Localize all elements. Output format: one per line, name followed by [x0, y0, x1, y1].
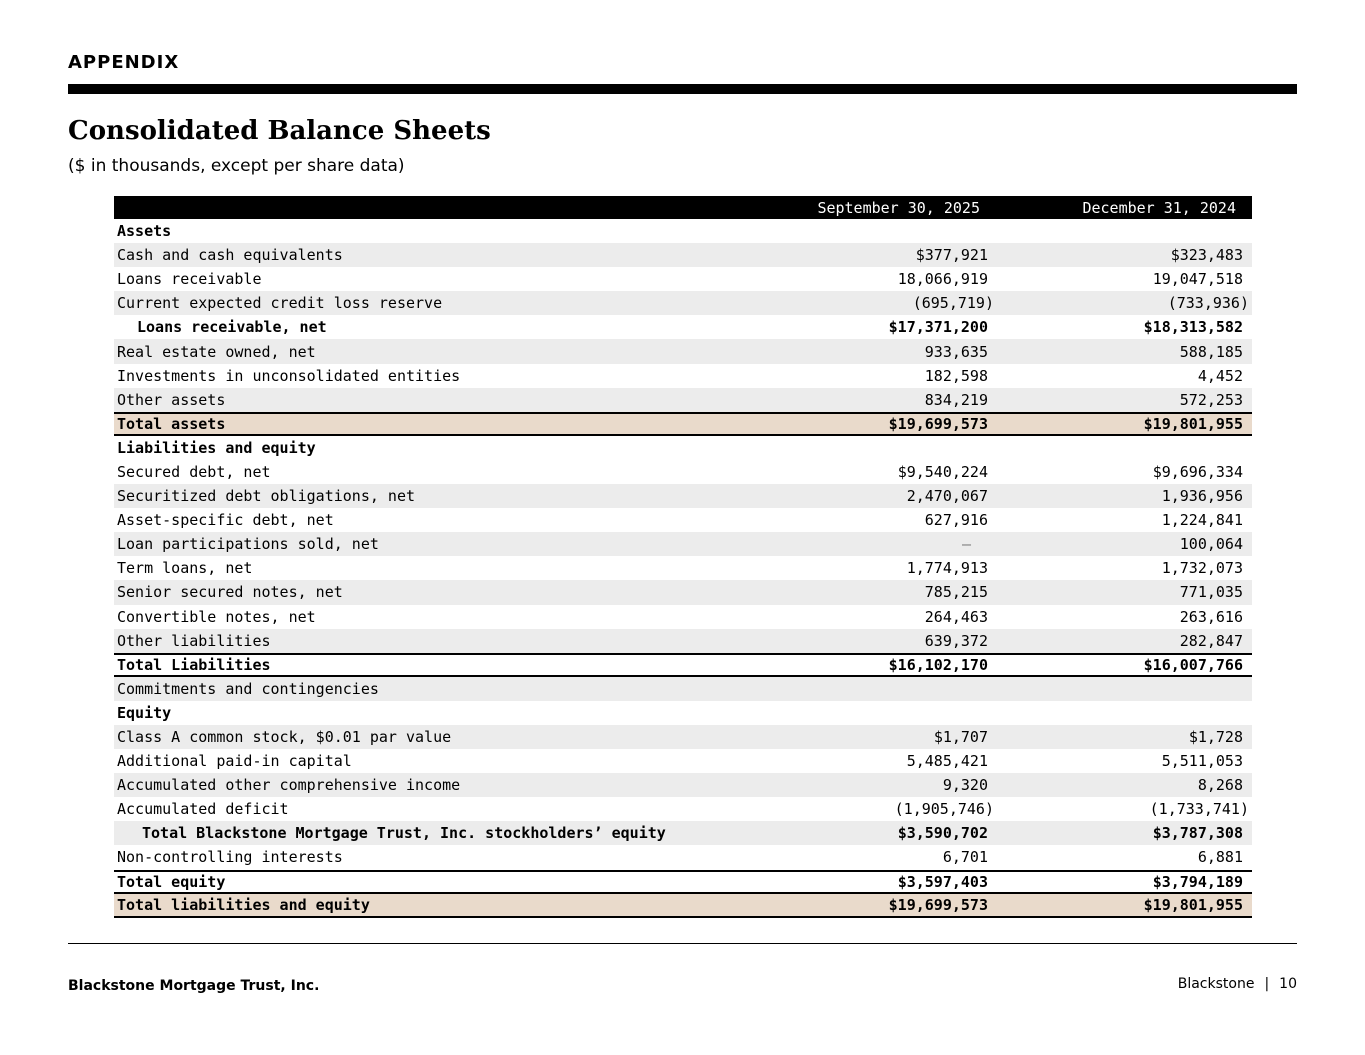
value-2025: 264,463: [924, 607, 988, 626]
value-2024: 771,035: [1179, 583, 1243, 602]
value-2024: $3,794,189: [1152, 872, 1243, 891]
table-row: [114, 677, 1252, 701]
value-2025: (695,719): [912, 294, 994, 313]
table-row: [114, 267, 1252, 291]
value-2024: $3,787,308: [1152, 824, 1243, 843]
table-row: [114, 484, 1252, 508]
header-rule: [68, 84, 1297, 94]
value-2025: 639,372: [924, 631, 988, 650]
value-2024: $323,483: [1170, 246, 1243, 265]
row-label: Total Liabilities: [117, 655, 271, 674]
value-2025: 785,215: [924, 583, 988, 602]
column-header-sep-2025: September 30, 2025: [817, 199, 980, 217]
row-label: Class A common stock, $0.01 par value: [117, 728, 452, 747]
value-2024: 5,511,053: [1161, 752, 1243, 771]
value-2025: $9,540,224: [897, 462, 988, 481]
value-2024: 8,268: [1197, 776, 1243, 795]
row-label: Other assets: [117, 390, 226, 409]
table-row: [114, 243, 1252, 267]
table-row: [114, 291, 1252, 315]
row-label: Non-controlling interests: [117, 848, 343, 867]
row-label: Senior secured notes, net: [117, 583, 343, 602]
table-row-total-liabilities-equity: [114, 894, 1252, 918]
row-label: Additional paid-in capital: [117, 752, 352, 771]
row-label: Securitized debt obligations, net: [117, 487, 416, 506]
value-2025: $17,371,200: [888, 318, 988, 337]
row-label: Total equity: [117, 872, 226, 891]
row-label: Current expected credit loss reserve: [117, 294, 443, 313]
value-2024: 282,847: [1179, 631, 1243, 650]
value-2024: $1,728: [1188, 728, 1243, 747]
table-row: [114, 605, 1252, 629]
value-2025: 9,320: [942, 776, 988, 795]
value-2024: 4,452: [1197, 366, 1243, 385]
table-row: [114, 701, 1252, 725]
value-2025: $19,699,573: [888, 895, 988, 914]
table-row: [114, 339, 1252, 363]
value-2025: —: [961, 535, 971, 554]
table-row: [114, 749, 1252, 773]
value-2025: $1,707: [933, 728, 988, 747]
table-row: [114, 388, 1252, 412]
row-label: Accumulated deficit: [117, 800, 289, 819]
row-label: Assets: [117, 222, 172, 241]
value-2024: 263,616: [1179, 607, 1243, 626]
row-label: Cash and cash equivalents: [117, 246, 343, 265]
value-2025: 182,598: [924, 366, 988, 385]
row-label: Accumulated other comprehensive income: [117, 776, 461, 795]
table-row: [114, 725, 1252, 749]
row-label: Investments in unconsolidated entities: [117, 366, 461, 385]
table-row: [114, 460, 1252, 484]
value-2024: 1,224,841: [1161, 511, 1243, 530]
table-row: [114, 364, 1252, 388]
footer-rule: [68, 943, 1297, 944]
table-row: [114, 219, 1252, 243]
row-label: Other liabilities: [117, 631, 271, 650]
row-label: Liabilities and equity: [117, 438, 316, 457]
row-label: Total assets: [117, 414, 226, 433]
column-header-dec-2024: December 31, 2024: [1082, 199, 1236, 217]
row-label: Convertible notes, net: [117, 607, 316, 626]
row-label: Loans receivable: [117, 270, 262, 289]
value-2025: 2,470,067: [906, 487, 988, 506]
footer-brand-page: [1178, 976, 1297, 992]
table-row: [114, 532, 1252, 556]
table-row-total-equity: [114, 870, 1252, 894]
value-2024: (733,936): [1167, 294, 1249, 313]
table-row: [114, 629, 1252, 653]
table-header: [114, 196, 1252, 219]
value-2025: $16,102,170: [888, 655, 988, 674]
value-2024: $19,801,955: [1143, 414, 1243, 433]
page-number: 10: [1279, 976, 1297, 992]
value-2024: (1,733,741): [1149, 800, 1249, 819]
value-2025: 6,701: [942, 848, 988, 867]
row-label: Loan participations sold, net: [117, 535, 379, 554]
page-subtitle: ($ in thousands, except per share data): [68, 156, 405, 176]
value-2025: $3,590,702: [897, 824, 988, 843]
table-row-total-liabilities: [114, 653, 1252, 677]
value-2024: $16,007,766: [1143, 655, 1243, 674]
value-2024: 100,064: [1179, 535, 1243, 554]
footer-company: Blackstone Mortgage Trust, Inc.: [68, 978, 320, 994]
value-2025: 834,219: [924, 390, 988, 409]
table-row: [114, 580, 1252, 604]
value-2024: $18,313,582: [1143, 318, 1243, 337]
value-2025: 5,485,421: [906, 752, 988, 771]
value-2024: 572,253: [1179, 390, 1243, 409]
value-2024: 588,185: [1179, 342, 1243, 361]
value-2025: 933,635: [924, 342, 988, 361]
row-label: Loans receivable, net: [137, 318, 327, 337]
table-row-total-assets: [114, 412, 1252, 436]
table-row: [114, 315, 1252, 339]
section-label: APPENDIX: [68, 52, 180, 73]
value-2025: $377,921: [915, 246, 988, 265]
row-label: Total Blackstone Mortgage Trust, Inc. stockholders’ equity: [142, 824, 666, 843]
table-row: [114, 773, 1252, 797]
value-2024: 1,732,073: [1161, 559, 1243, 578]
value-2025: 18,066,919: [897, 270, 988, 289]
value-2025: (1,905,746): [894, 800, 994, 819]
value-2024: 6,881: [1197, 848, 1243, 867]
table-row: [114, 845, 1252, 869]
value-2025: 1,774,913: [906, 559, 988, 578]
table-row: [114, 821, 1252, 845]
row-label: Asset-specific debt, net: [117, 511, 334, 530]
value-2024: 19,047,518: [1152, 270, 1243, 289]
value-2025: $19,699,573: [888, 414, 988, 433]
table-row: [114, 436, 1252, 460]
row-label: Total liabilities and equity: [117, 895, 370, 914]
table-row: [114, 508, 1252, 532]
value-2025: 627,916: [924, 511, 988, 530]
page-title: Consolidated Balance Sheets: [68, 116, 491, 146]
row-label: Commitments and contingencies: [117, 679, 379, 698]
value-2024: 1,936,956: [1161, 487, 1243, 506]
value-2024: $19,801,955: [1143, 895, 1243, 914]
row-label: Real estate owned, net: [117, 342, 316, 361]
footer-separator: |: [1264, 976, 1270, 992]
row-label: Term loans, net: [117, 559, 253, 578]
row-label: Secured debt, net: [117, 462, 271, 481]
table-row: [114, 797, 1252, 821]
table-row: [114, 556, 1252, 580]
balance-sheet-table: [114, 196, 1252, 918]
value-2024: $9,696,334: [1152, 462, 1243, 481]
row-label: Equity: [117, 703, 172, 722]
footer-brand: Blackstone: [1177, 976, 1255, 992]
value-2025: $3,597,403: [897, 872, 988, 891]
